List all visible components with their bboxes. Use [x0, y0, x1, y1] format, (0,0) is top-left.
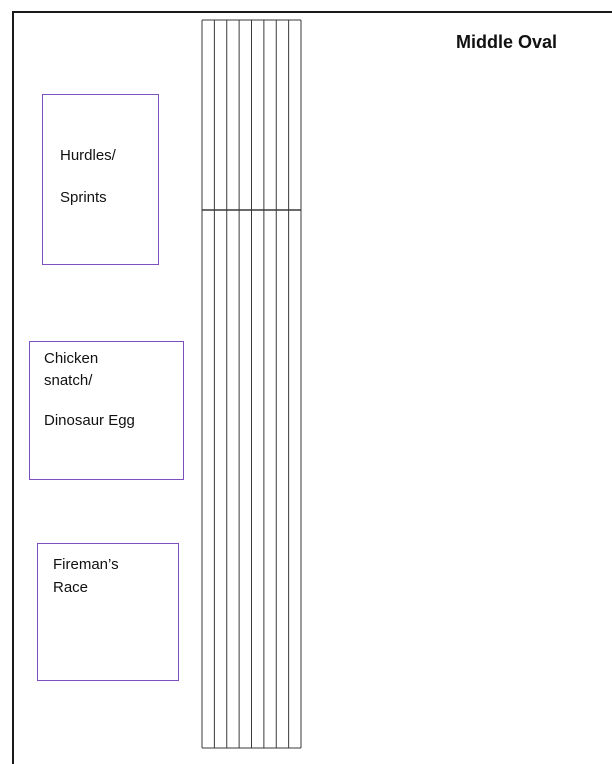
- zone-hurdles-sprints: [42, 94, 159, 265]
- diagram-title: Middle Oval: [456, 32, 558, 52]
- zone-label-line: Chicken: [44, 350, 99, 367]
- zone-label-line: Fireman’s: [53, 556, 119, 573]
- zone-label-line: Dinosaur Egg: [44, 412, 135, 429]
- zone-label-line: Sprints: [60, 189, 107, 206]
- zone-chicken-snatch-dinosaur-egg: [29, 341, 184, 480]
- zone-label-line: snatch/: [44, 372, 93, 389]
- zone-firemans-race: [37, 543, 179, 681]
- zone-label-line: Race: [53, 579, 89, 596]
- zone-label-line: Hurdles/: [60, 147, 116, 164]
